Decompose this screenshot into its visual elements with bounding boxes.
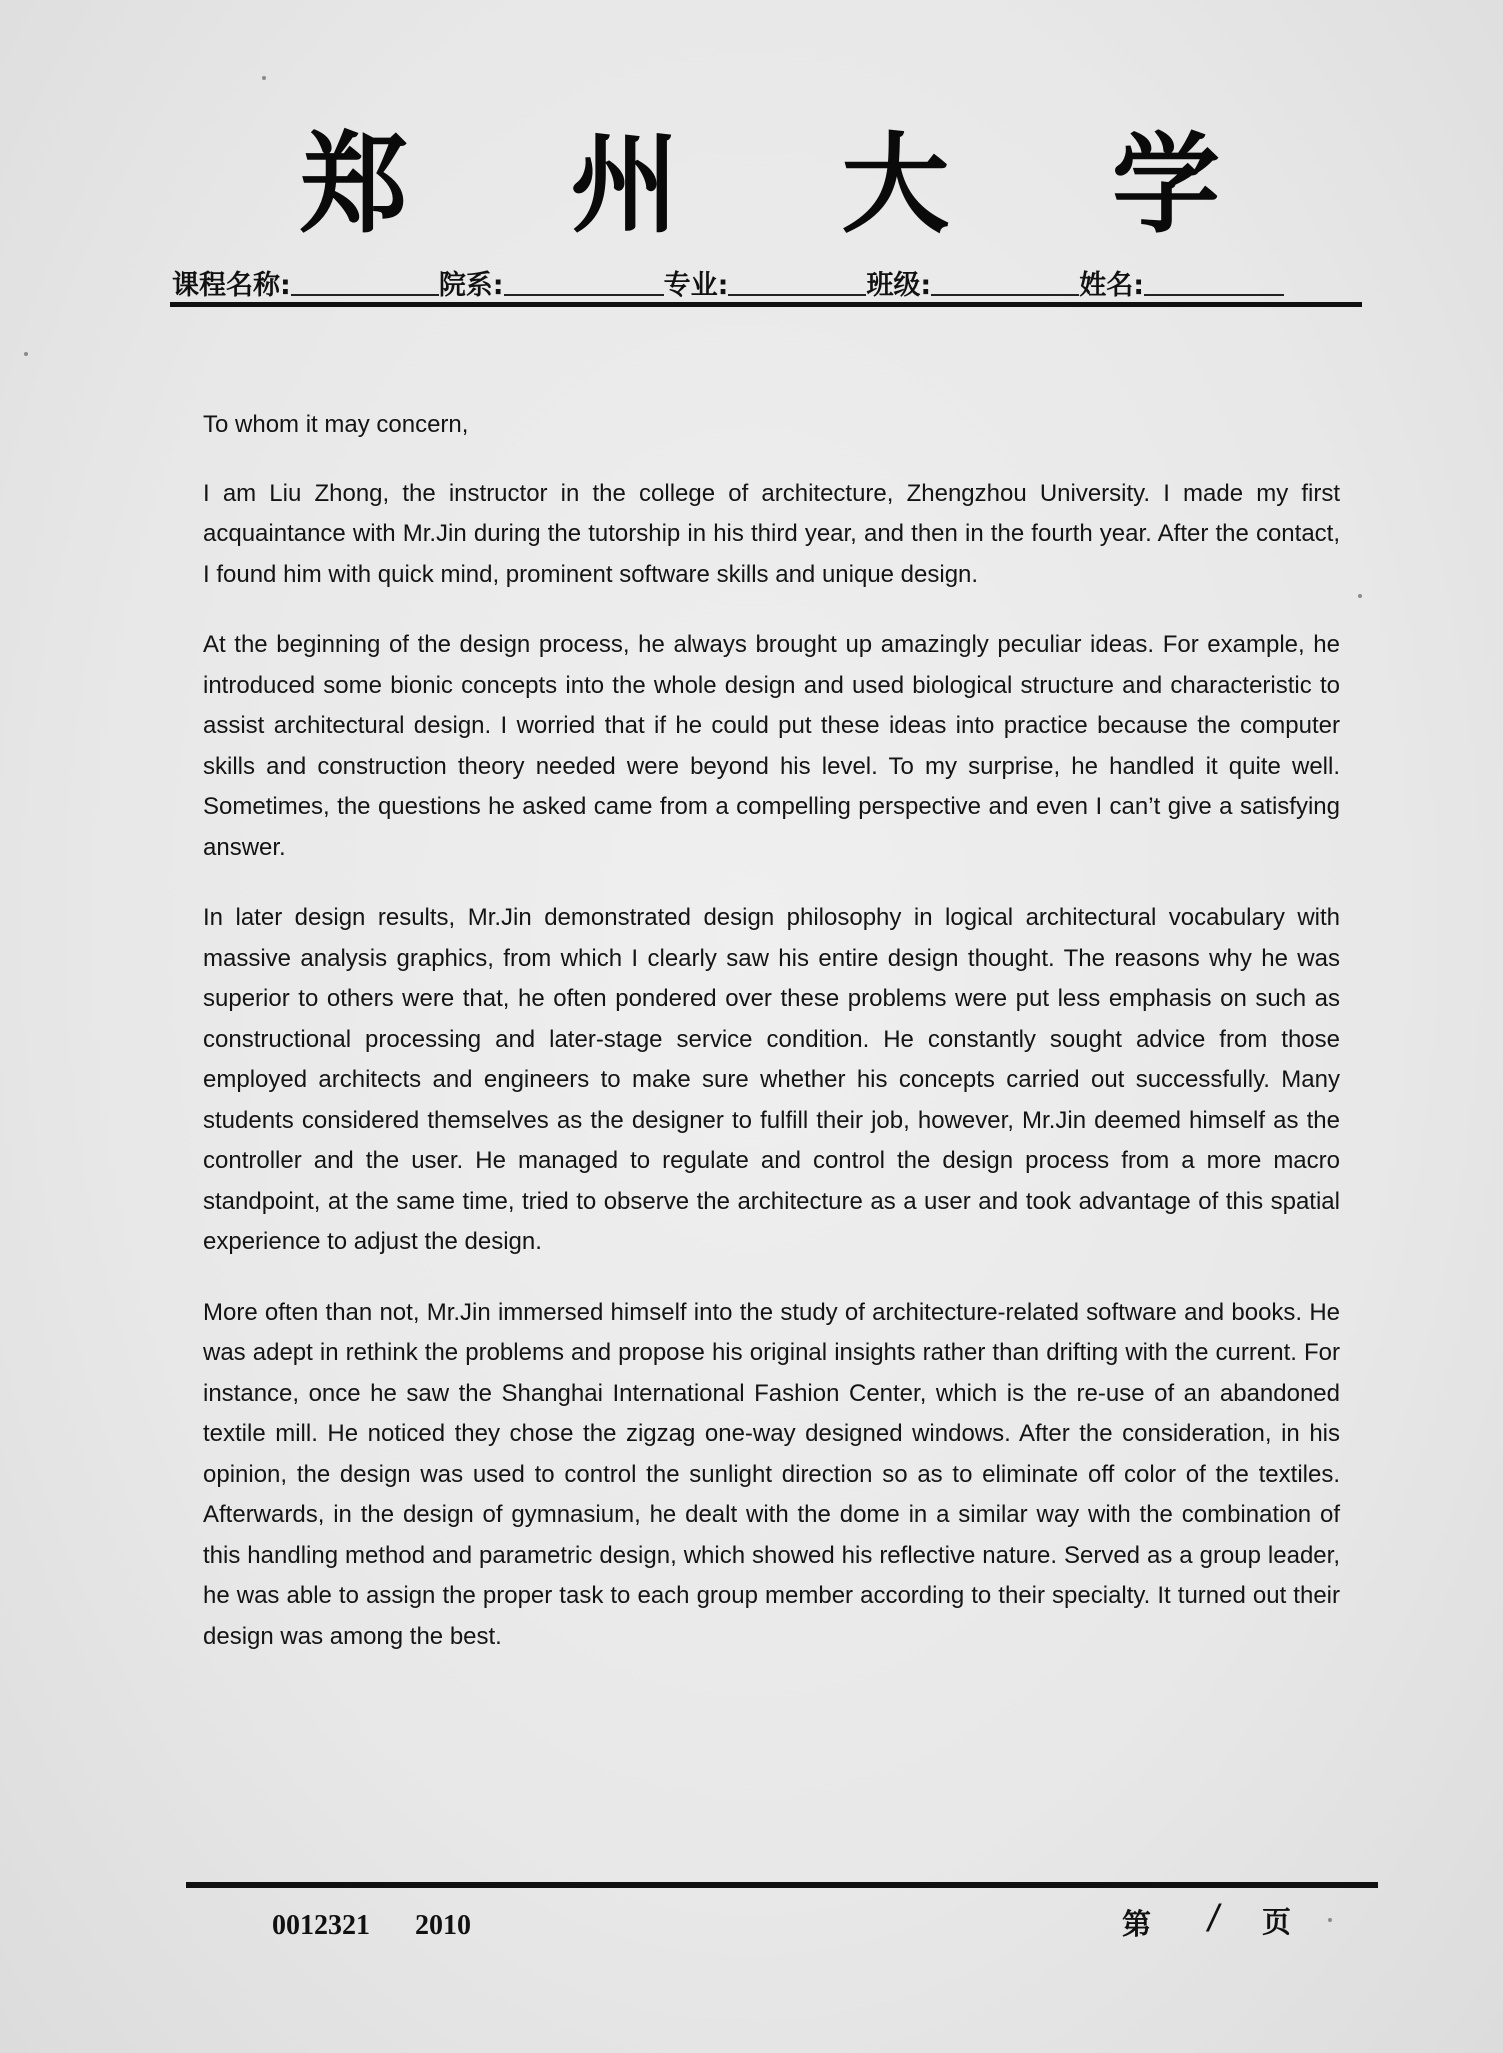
page-number	[1122, 1898, 1332, 1948]
course-label: 课程名称:	[172, 270, 291, 301]
class-field	[866, 263, 1079, 302]
form-year: 2010	[415, 1910, 471, 1941]
major-blank	[728, 292, 866, 296]
name-field	[1079, 263, 1284, 302]
department-field	[439, 263, 664, 302]
name-label: 姓名:	[1079, 270, 1145, 301]
page-number-value: /	[1208, 1898, 1219, 1940]
letter-paragraph: At the beginning of the design process, he always brought up amazingly peculiar ideas. For example, he introduced some bionic concepts into the whole design and used biological structure and characteristic to assist architectural design. I worried that if he could put these ideas into practice because the computer skills and construction theory needed were beyond his level. To my surprise, he handled it quite well. Sometimes, the questions he asked came from a compelling perspective and even I can’t give a satisfying answer.	[203, 631, 1340, 861]
letter-paragraph: More often than not, Mr.Jin immersed himself into the study of architecture-related software and books. He was adept in rethink the problems and propose his original insights rather than drifting with the current. For instance, once he saw the Shanghai International Fashion Center, which is the re-use of an abandoned textile mill. He noticed they chose the zigzag one-way designed windows. After the consideration, in his opinion, the design was used to control the sunlight direction so as to eliminate off color of the textiles. Afterwards, in the design of gymnasium, he dealt with the dome in a similar way with the combination of this handling method and parametric design, which showed his reflective nature. Served as a group leader, he was able to assign the proper task to each group member according to their specialty. It turned out their design was among the best.	[203, 1298, 1340, 1650]
letter-paragraph: I am Liu Zhong, the instructor in the college of architecture, Zhengzhou University. I made my first acquaintance with Mr.Jin during the tutorship in his third year, and then in the fourth year. After the contact, I found him with quick mind, prominent software skills and unique design.	[203, 479, 1340, 588]
header-fields	[172, 262, 1350, 302]
paper-speck	[1358, 594, 1362, 598]
salutation: To whom it may concern,	[203, 411, 469, 438]
page-suffix: 页	[1262, 1905, 1292, 1939]
name-blank	[1144, 292, 1284, 296]
page-prefix: 第	[1122, 1907, 1152, 1941]
course-field	[172, 263, 439, 302]
title-char: 州	[570, 122, 679, 248]
letter-body	[203, 405, 1340, 1687]
title-char: 大	[841, 122, 950, 248]
department-blank	[504, 292, 664, 296]
header-rule	[170, 302, 1362, 307]
paper-speck	[24, 352, 28, 356]
footer-rule	[186, 1882, 1378, 1888]
title-char: 郑	[300, 122, 409, 248]
class-blank	[931, 292, 1079, 296]
major-field	[664, 263, 867, 302]
title-char: 学	[1111, 122, 1220, 248]
department-label: 院系:	[438, 270, 504, 301]
footer-code	[272, 1910, 471, 1942]
class-label: 班级:	[866, 270, 932, 301]
letter-paragraph: In later design results, Mr.Jin demonstrated design philosophy in logical architectural vocabulary with massive analysis graphics, from which I clearly saw his entire design thought. The reasons why he was superior to others were that, he often pondered over these problems were put less emphasis on such as constructional processing and later-stage service condition. He constantly sought advice from those employed architects and engineers to make sure whether his concepts carried out successfully. Many students considered themselves as the designer to fulfill their job, however, Mr.Jin deemed himself as the controller and the user. He managed to regulate and control the design process from a more macro standpoint, at the same time, tried to observe the architecture as a user and took advantage of this spatial experience to adjust the design.	[203, 904, 1340, 1255]
university-title	[300, 120, 1220, 250]
form-code: 0012321	[272, 1910, 370, 1941]
major-label: 专业:	[663, 270, 729, 301]
course-blank	[291, 292, 439, 296]
paper-speck	[262, 76, 266, 80]
